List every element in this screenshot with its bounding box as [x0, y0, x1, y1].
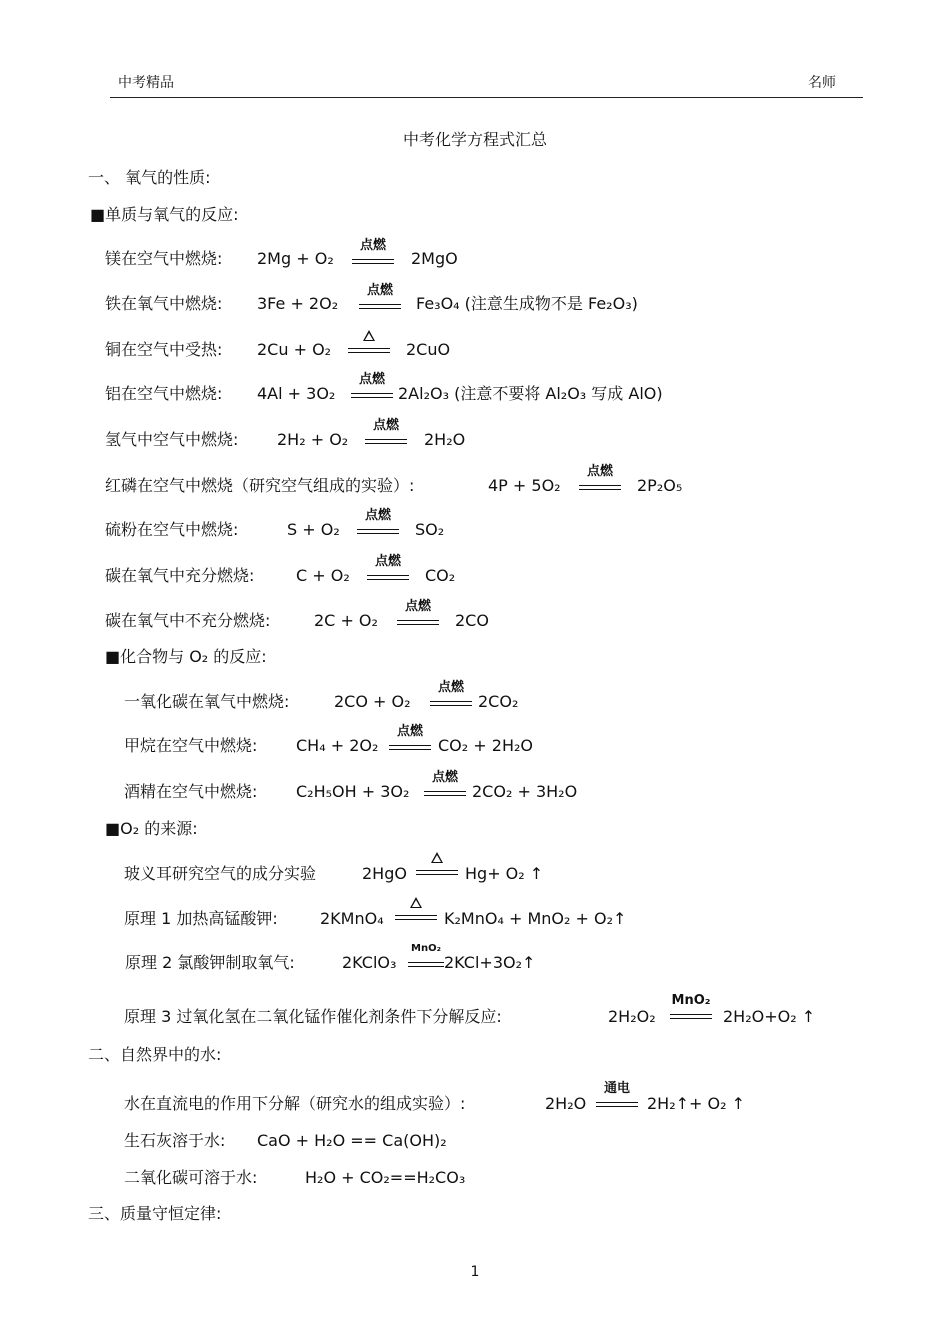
- header-divider: [110, 97, 863, 98]
- reaction-products: Hg+ O₂ ↑: [465, 864, 544, 883]
- subsection-compounds-oxygen: ■化合物与 O₂ 的反应:: [105, 647, 267, 666]
- reaction-condition: 点燃: [575, 466, 625, 500]
- section-heading-3: 三、质量守恒定律:: [88, 1204, 222, 1223]
- reaction-label: 水在直流电的作用下分解（研究水的组成实验）:: [124, 1094, 466, 1113]
- equation-label: 二氧化碳可溶于水:: [124, 1168, 258, 1187]
- reaction-products: 2H₂O+O₂ ↑: [723, 1007, 816, 1026]
- reaction-reactants: 2KMnO₄: [320, 909, 384, 928]
- heat-triangle-icon: [431, 852, 443, 863]
- reaction-reactants: CH₄ + 2O₂: [296, 736, 379, 755]
- reaction-condition-heat: [344, 329, 394, 363]
- reaction-condition-heat: [412, 851, 462, 885]
- reaction-reactants: C + O₂: [296, 566, 350, 585]
- reaction-condition: 点燃: [385, 726, 435, 760]
- reaction-condition: 通电: [592, 1083, 642, 1117]
- document-title: 中考化学方程式汇总: [402, 130, 547, 149]
- reaction-reactants: 2H₂O: [545, 1094, 587, 1113]
- header-right: 名师: [808, 75, 836, 91]
- reaction-products: 2MgO: [411, 249, 458, 268]
- reaction-products: 2CO₂: [478, 692, 519, 711]
- reaction-reactants: 3Fe + 2O₂: [257, 294, 339, 313]
- reaction-reactants: 4Al + 3O₂: [257, 384, 336, 403]
- reaction-condition: 点燃: [363, 556, 413, 590]
- reaction-condition: 点燃: [355, 285, 405, 319]
- reaction-reactants: 2C + O₂: [314, 611, 378, 630]
- reaction-label: 铝在空气中燃烧:: [105, 384, 223, 403]
- reaction-condition: 点燃: [348, 240, 398, 274]
- reaction-reactants: 2HgO: [362, 864, 407, 883]
- reaction-reactants: C₂H₅OH + 3O₂: [296, 782, 410, 801]
- reaction-label: 原理 2 氯酸钾制取氧气:: [125, 953, 295, 972]
- reaction-products: 2CuO: [406, 340, 451, 359]
- reaction-condition: 点燃: [347, 374, 397, 408]
- reaction-products: CO₂: [425, 566, 456, 585]
- subsection-oxygen-sources: ■O₂ 的来源:: [105, 819, 198, 838]
- reaction-reactants: 2H₂ + O₂: [277, 430, 349, 449]
- reaction-condition: 点燃: [361, 420, 411, 454]
- reaction-label: 红磷在空气中燃烧（研究空气组成的实验）:: [105, 476, 415, 495]
- reaction-products: K₂MnO₄ + MnO₂ + O₂↑: [444, 909, 627, 928]
- reaction-products: Fe₃O₄ (注意生成物不是 Fe₂O₃): [416, 294, 638, 313]
- reaction-reactants: 2H₂O₂: [608, 1007, 656, 1026]
- reaction-reactants: 2CO + O₂: [334, 692, 411, 711]
- header-left: 中考精品: [118, 75, 174, 91]
- reaction-label: 玻义耳研究空气的成分实验: [124, 864, 317, 883]
- reaction-products: 2H₂O: [424, 430, 466, 449]
- section-heading-2: 二、自然界中的水:: [88, 1045, 222, 1064]
- reaction-products: 2CO: [455, 611, 489, 630]
- equation-text: H₂O + CO₂==H₂CO₃: [305, 1168, 466, 1187]
- reaction-label: 氢气中空气中燃烧:: [105, 430, 239, 449]
- heat-triangle-icon: [363, 330, 375, 341]
- reaction-label: 碳在氧气中不充分燃烧:: [105, 611, 271, 630]
- reaction-label: 甲烷在空气中燃烧:: [124, 736, 258, 755]
- reaction-reactants: 2Mg + O₂: [257, 249, 334, 268]
- reaction-label: 碳在氧气中充分燃烧:: [105, 566, 255, 585]
- reaction-label: 硫粉在空气中燃烧:: [105, 520, 239, 539]
- reaction-products: 2P₂O₅: [637, 476, 683, 495]
- reaction-condition: MnO₂: [406, 943, 446, 977]
- equation-text: CaO + H₂O == Ca(OH)₂: [257, 1131, 447, 1150]
- page-number: 1: [470, 1264, 480, 1280]
- reaction-condition: 点燃: [426, 682, 476, 716]
- reaction-label: 原理 1 加热高锰酸钾:: [124, 909, 278, 928]
- reaction-condition-heat: [391, 896, 441, 930]
- reaction-condition: MnO₂: [666, 995, 716, 1029]
- reaction-label: 原理 3 过氧化氢在二氧化锰作催化剂条件下分解反应:: [124, 1007, 502, 1026]
- reaction-condition: 点燃: [393, 601, 443, 635]
- equation-label: 生石灰溶于水:: [124, 1131, 226, 1150]
- reaction-reactants: 4P + 5O₂: [488, 476, 561, 495]
- subsection-elements-oxygen: ■单质与氧气的反应:: [90, 205, 239, 224]
- reaction-reactants: 2KClO₃: [342, 953, 397, 972]
- reaction-products: SO₂: [415, 520, 445, 539]
- reaction-products: 2Al₂O₃ (注意不要将 Al₂O₃ 写成 AlO): [398, 384, 663, 403]
- reaction-label: 一氧化碳在氧气中燃烧:: [124, 692, 290, 711]
- reaction-condition: 点燃: [353, 510, 403, 544]
- reaction-products: CO₂ + 2H₂O: [438, 736, 533, 755]
- reaction-condition: 点燃: [420, 772, 470, 806]
- reaction-products: 2H₂↑+ O₂ ↑: [647, 1094, 746, 1113]
- reaction-products: 2KCl+3O₂↑: [444, 953, 536, 972]
- reaction-products: 2CO₂ + 3H₂O: [472, 782, 578, 801]
- section-heading-1: 一、 氧气的性质:: [88, 168, 211, 187]
- heat-triangle-icon: [410, 897, 422, 908]
- reaction-label: 酒精在空气中燃烧:: [124, 782, 258, 801]
- reaction-label: 铁在氧气中燃烧:: [105, 294, 223, 313]
- reaction-reactants: S + O₂: [287, 520, 340, 539]
- reaction-reactants: 2Cu + O₂: [257, 340, 332, 359]
- reaction-label: 铜在空气中受热:: [105, 340, 223, 359]
- reaction-label: 镁在空气中燃烧:: [105, 249, 223, 268]
